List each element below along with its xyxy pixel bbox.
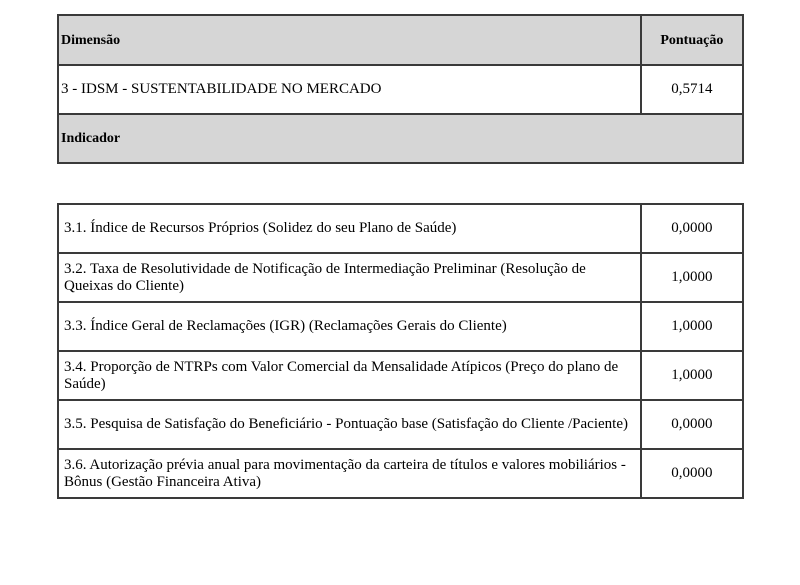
indicator-row	[58, 400, 743, 449]
indicator-header: Indicador	[58, 114, 743, 163]
indicator-score: 1,0000	[641, 351, 743, 400]
indicator-score: 1,0000	[641, 302, 743, 351]
indicator-row	[58, 449, 743, 498]
indicator-label: 3.3. Índice Geral de Reclamações (IGR) (Reclamações Gerais do Cliente)	[58, 302, 641, 351]
indicator-label: 3.6. Autorização prévia anual para movimentação da carteira de títulos e valores mobiliários - Bônus (Gestão Financeira Ativa)	[58, 449, 641, 498]
score-column-header: Pontuação	[641, 15, 743, 65]
indicator-score: 0,0000	[641, 400, 743, 449]
indicator-score: 0,0000	[641, 204, 743, 253]
dimension-table	[57, 14, 744, 164]
dimension-header-row	[58, 15, 743, 65]
dimension-score: 0,5714	[641, 65, 743, 114]
indicator-row	[58, 204, 743, 253]
indicator-label: 3.2. Taxa de Resolutividade de Notificação de Intermediação Preliminar (Resolução de Queixas do Cliente)	[58, 253, 641, 302]
indicators-table	[57, 203, 744, 499]
indicator-header-row	[58, 114, 743, 163]
indicator-label: 3.5. Pesquisa de Satisfação do Beneficiário - Pontuação base (Satisfação do Cliente /Paciente)	[58, 400, 641, 449]
indicator-row	[58, 351, 743, 400]
dimension-name: 3 - IDSM - SUSTENTABILIDADE NO MERCADO	[58, 65, 641, 114]
dimension-column-header: Dimensão	[58, 15, 641, 65]
dimension-row	[58, 65, 743, 114]
indicator-row	[58, 302, 743, 351]
indicator-label: 3.1. Índice de Recursos Próprios (Solidez do seu Plano de Saúde)	[58, 204, 641, 253]
indicator-label: 3.4. Proporção de NTRPs com Valor Comercial da Mensalidade Atípicos (Preço do plano de Saúde)	[58, 351, 641, 400]
indicator-score: 1,0000	[641, 253, 743, 302]
indicator-row	[58, 253, 743, 302]
indicator-score: 0,0000	[641, 449, 743, 498]
